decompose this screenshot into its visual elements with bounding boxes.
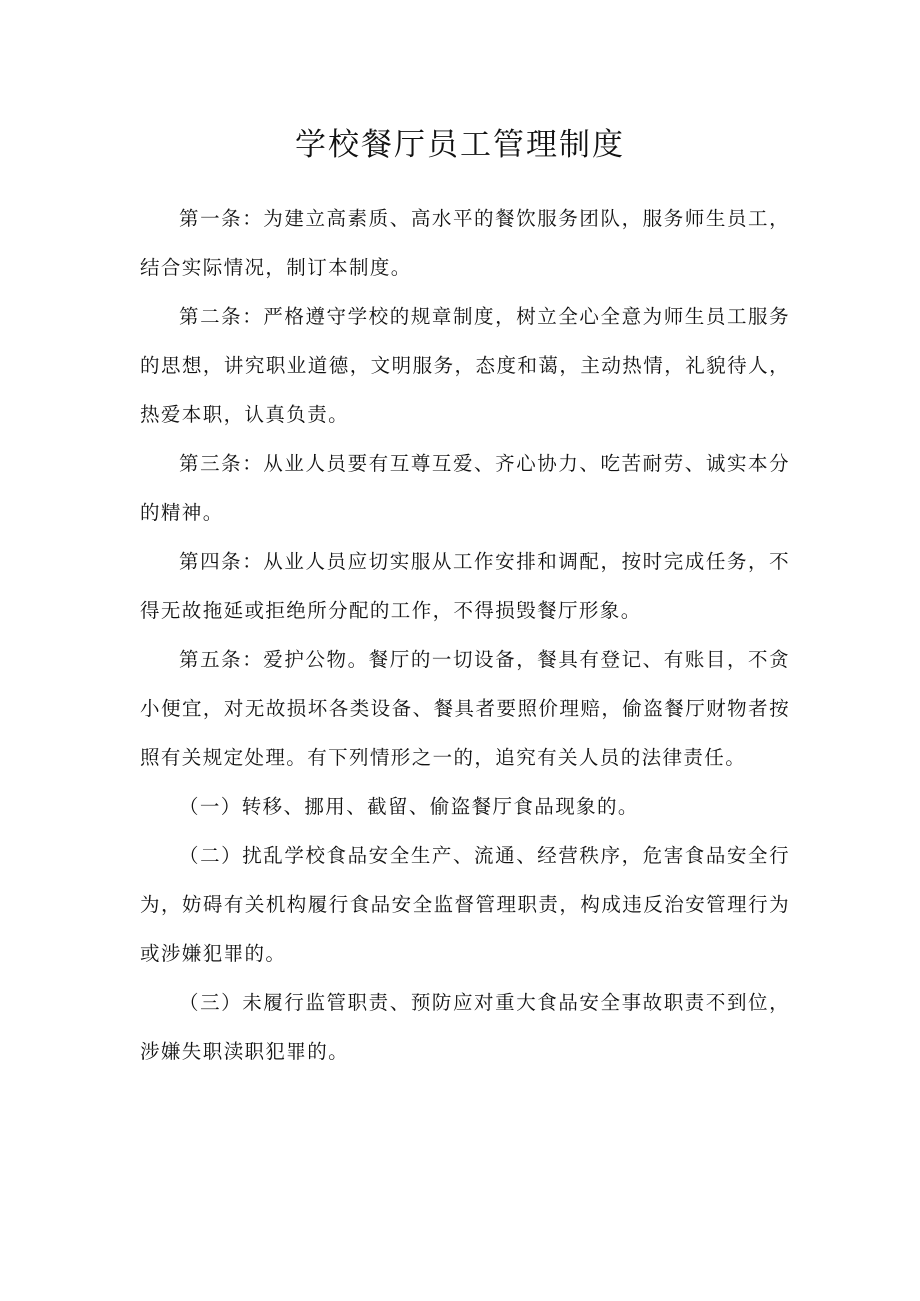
article-5-paragraph: 第五条：爱护公物。餐厅的一切设备，餐具有登记、有账目，不贪小便宜，对无故损坏各类设备、餐具者要照价理赔，偷盗餐厅财物者按照有关规定处理。有下列情形之一的，追究有关人员的法律责任。: [140, 648, 790, 769]
clause-3-paragraph: （三）未履行监管职责、预防应对重大食品安全事故职责不到位，涉嫌失职渎职犯罪的。: [140, 991, 790, 1063]
document-title: 学校餐厅员工管理制度: [295, 127, 625, 163]
article-2-paragraph: 第二条：严格遵守学校的规章制度，树立全心全意为师生员工服务的思想，讲究职业道德，文明服务，态度和蔼，主动热情，礼貌待人，热爱本职，认真负责。: [140, 305, 790, 426]
article-3-paragraph: 第三条：从业人员要有互尊互爱、齐心协力、吃苦耐劳、诚实本分的精神。: [140, 452, 790, 524]
article-1-paragraph: 第一条：为建立高素质、高水平的餐饮服务团队，服务师生员工，结合实际情况，制订本制度。: [140, 207, 790, 279]
clause-1-paragraph: （一）转移、挪用、截留、偷盗餐厅食品现象的。: [179, 795, 639, 818]
document-body: [140, 194, 790, 1076]
clause-2-paragraph: （二）扰乱学校食品安全生产、流通、经营秩序，危害食品安全行为，妨碍有关机构履行食品安全监督管理职责，构成违反治安管理行为或涉嫌犯罪的。: [140, 844, 790, 965]
article-4-paragraph: 第四条：从业人员应切实服从工作安排和调配，按时完成任务，不得无故拖延或拒绝所分配的工作，不得损毁餐厅形象。: [140, 550, 790, 622]
